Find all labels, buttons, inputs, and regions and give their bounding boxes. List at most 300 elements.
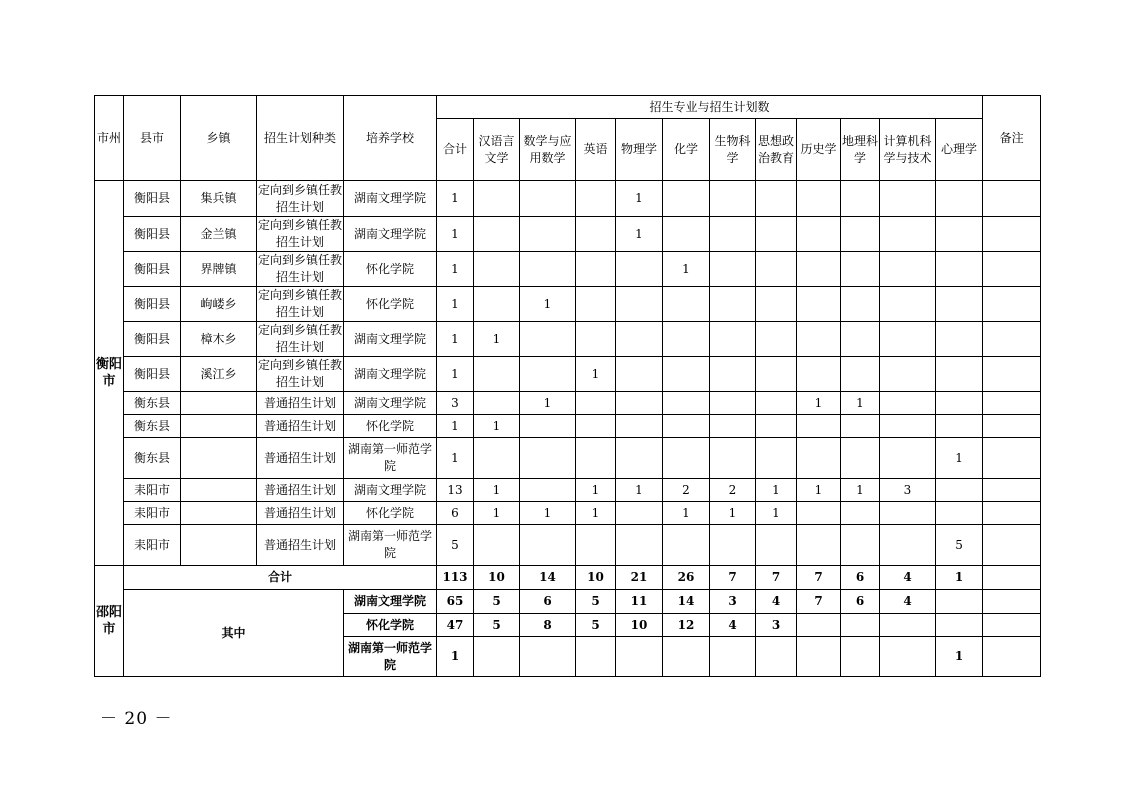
remarks-cell <box>983 479 1041 502</box>
remarks-cell <box>983 614 1041 637</box>
header-major: 物理学 <box>616 119 663 181</box>
value-cell: 4 <box>756 590 797 614</box>
value-cell <box>663 322 710 357</box>
table-row <box>95 181 1041 217</box>
value-cell <box>797 217 841 252</box>
value-cell: 1 <box>936 637 983 677</box>
table-row <box>95 252 1041 287</box>
value-cell: 1 <box>437 287 474 322</box>
total-value-cell: 4 <box>880 566 936 590</box>
value-cell: 1 <box>437 357 474 392</box>
value-cell: 6 <box>520 590 576 614</box>
value-cell <box>663 287 710 322</box>
total-label: 合计 <box>124 566 437 590</box>
plan-type-cell: 普通招生计划 <box>257 479 344 502</box>
value-cell <box>616 525 663 566</box>
total-value-cell: 113 <box>437 566 474 590</box>
value-cell <box>520 415 576 438</box>
header-major: 历史学 <box>797 119 841 181</box>
school-cell: 湖南文理学院 <box>344 181 437 217</box>
value-cell <box>797 287 841 322</box>
header-major: 化学 <box>663 119 710 181</box>
value-cell: 5 <box>474 614 520 637</box>
value-cell <box>663 217 710 252</box>
total-value-cell: 6 <box>841 566 880 590</box>
school-cell: 怀化学院 <box>344 614 437 637</box>
value-cell <box>474 637 520 677</box>
plan-type-cell: 定向到乡镇任教招生计划 <box>257 181 344 217</box>
town-cell <box>181 415 257 438</box>
school-cell: 湖南文理学院 <box>344 322 437 357</box>
value-cell <box>710 252 756 287</box>
table-row <box>95 322 1041 357</box>
value-cell <box>936 181 983 217</box>
value-cell: 1 <box>616 217 663 252</box>
county-cell: 衡阳县 <box>124 322 181 357</box>
table-row <box>95 392 1041 415</box>
value-cell: 13 <box>437 479 474 502</box>
value-cell <box>936 252 983 287</box>
plan-type-cell: 普通招生计划 <box>257 438 344 479</box>
value-cell: 1 <box>616 479 663 502</box>
value-cell: 1 <box>756 479 797 502</box>
plan-type-cell: 普通招生计划 <box>257 392 344 415</box>
value-cell <box>663 181 710 217</box>
value-cell <box>880 322 936 357</box>
total-value-cell: 10 <box>474 566 520 590</box>
value-cell <box>756 217 797 252</box>
header-major: 地理科学 <box>841 119 880 181</box>
value-cell: 6 <box>841 590 880 614</box>
value-cell <box>880 217 936 252</box>
total-value-cell: 7 <box>756 566 797 590</box>
value-cell <box>756 287 797 322</box>
header-major: 英语 <box>576 119 616 181</box>
table-row <box>95 502 1041 525</box>
value-cell <box>880 502 936 525</box>
value-cell <box>616 415 663 438</box>
value-cell <box>841 525 880 566</box>
school-cell: 怀化学院 <box>344 415 437 438</box>
school-cell: 怀化学院 <box>344 502 437 525</box>
value-cell <box>797 614 841 637</box>
total-value-cell: 7 <box>797 566 841 590</box>
town-cell: 溪江乡 <box>181 357 257 392</box>
value-cell <box>841 614 880 637</box>
total-row <box>95 566 1041 590</box>
plan-type-cell: 定向到乡镇任教招生计划 <box>257 287 344 322</box>
value-cell <box>520 637 576 677</box>
header-major: 汉语言文学 <box>474 119 520 181</box>
value-cell <box>880 252 936 287</box>
header-major: 生物科学 <box>710 119 756 181</box>
school-cell: 湖南第一师范学院 <box>344 438 437 479</box>
value-cell: 1 <box>576 502 616 525</box>
value-cell: 1 <box>474 415 520 438</box>
header-plan-type: 招生计划种类 <box>257 96 344 181</box>
county-cell: 耒阳市 <box>124 502 181 525</box>
value-cell <box>756 637 797 677</box>
value-cell <box>474 252 520 287</box>
value-cell: 65 <box>437 590 474 614</box>
value-cell: 1 <box>520 392 576 415</box>
value-cell <box>576 392 616 415</box>
value-cell: 1 <box>520 287 576 322</box>
value-cell <box>474 525 520 566</box>
value-cell <box>841 637 880 677</box>
remarks-cell <box>983 392 1041 415</box>
value-cell <box>841 415 880 438</box>
value-cell: 1 <box>474 479 520 502</box>
value-cell: 3 <box>880 479 936 502</box>
value-cell <box>797 415 841 438</box>
remarks-cell <box>983 590 1041 614</box>
town-cell <box>181 438 257 479</box>
value-cell <box>841 502 880 525</box>
value-cell <box>841 438 880 479</box>
value-cell <box>797 322 841 357</box>
value-cell <box>576 637 616 677</box>
value-cell <box>663 415 710 438</box>
value-cell <box>756 357 797 392</box>
header-city: 市州 <box>95 96 124 181</box>
header-major: 思想政治教育 <box>756 119 797 181</box>
value-cell <box>880 357 936 392</box>
value-cell <box>797 637 841 677</box>
value-cell <box>663 525 710 566</box>
total-value-cell: 10 <box>576 566 616 590</box>
value-cell <box>474 181 520 217</box>
value-cell: 1 <box>936 438 983 479</box>
value-cell <box>936 479 983 502</box>
header-school: 培养学校 <box>344 96 437 181</box>
remarks-cell <box>983 357 1041 392</box>
value-cell: 1 <box>797 479 841 502</box>
value-cell <box>710 438 756 479</box>
header-county: 县市 <box>124 96 181 181</box>
value-cell: 3 <box>437 392 474 415</box>
remarks-cell <box>983 415 1041 438</box>
value-cell: 1 <box>576 479 616 502</box>
value-cell: 1 <box>841 479 880 502</box>
value-cell <box>797 181 841 217</box>
value-cell <box>797 252 841 287</box>
value-cell <box>576 217 616 252</box>
value-cell <box>663 438 710 479</box>
value-cell: 1 <box>474 502 520 525</box>
value-cell <box>756 252 797 287</box>
value-cell <box>474 357 520 392</box>
value-cell <box>616 438 663 479</box>
remarks-cell <box>983 637 1041 677</box>
value-cell <box>936 415 983 438</box>
value-cell <box>474 287 520 322</box>
header-major: 心理学 <box>936 119 983 181</box>
value-cell <box>576 438 616 479</box>
value-cell <box>797 438 841 479</box>
plan-type-cell: 定向到乡镇任教招生计划 <box>257 217 344 252</box>
town-cell: 樟木乡 <box>181 322 257 357</box>
value-cell <box>616 252 663 287</box>
header-major: 合计 <box>437 119 474 181</box>
value-cell <box>710 357 756 392</box>
school-cell: 湖南文理学院 <box>344 590 437 614</box>
value-cell <box>710 181 756 217</box>
town-cell <box>181 479 257 502</box>
value-cell: 1 <box>663 252 710 287</box>
value-cell: 1 <box>437 438 474 479</box>
value-cell <box>841 181 880 217</box>
city-label: 衡阳市 <box>95 357 122 389</box>
among-label: 其中 <box>124 590 344 677</box>
value-cell <box>841 357 880 392</box>
value-cell <box>520 322 576 357</box>
value-cell <box>756 181 797 217</box>
value-cell: 4 <box>880 590 936 614</box>
header-major: 计算机科学与技术 <box>880 119 936 181</box>
table-row <box>95 479 1041 502</box>
value-cell: 12 <box>663 614 710 637</box>
value-cell <box>936 322 983 357</box>
value-cell: 6 <box>437 502 474 525</box>
city-label: 邵阳市 <box>95 605 122 637</box>
value-cell: 1 <box>663 502 710 525</box>
value-cell: 4 <box>710 614 756 637</box>
value-cell <box>616 502 663 525</box>
remarks-cell <box>983 252 1041 287</box>
value-cell <box>616 287 663 322</box>
value-cell <box>616 322 663 357</box>
table-row <box>95 217 1041 252</box>
value-cell: 1 <box>841 392 880 415</box>
plan-type-cell: 定向到乡镇任教招生计划 <box>257 252 344 287</box>
value-cell: 5 <box>474 590 520 614</box>
county-cell: 衡东县 <box>124 392 181 415</box>
value-cell <box>663 357 710 392</box>
value-cell <box>797 357 841 392</box>
header-town: 乡镇 <box>181 96 257 181</box>
plan-type-cell: 定向到乡镇任教招生计划 <box>257 322 344 357</box>
value-cell: 14 <box>663 590 710 614</box>
table-row <box>95 415 1041 438</box>
table-row <box>95 357 1041 392</box>
remarks-cell <box>983 438 1041 479</box>
value-cell <box>756 322 797 357</box>
value-cell <box>880 392 936 415</box>
value-cell: 2 <box>710 479 756 502</box>
county-cell: 耒阳市 <box>124 479 181 502</box>
plan-type-cell: 普通招生计划 <box>257 525 344 566</box>
town-cell: 集兵镇 <box>181 181 257 217</box>
subtotal-row <box>95 590 1041 614</box>
value-cell <box>474 438 520 479</box>
value-cell <box>710 415 756 438</box>
value-cell <box>576 252 616 287</box>
value-cell: 1 <box>710 502 756 525</box>
value-cell: 1 <box>797 392 841 415</box>
value-cell <box>520 479 576 502</box>
value-cell: 8 <box>520 614 576 637</box>
city-cell <box>95 566 124 677</box>
header-major: 数学与应用数学 <box>520 119 576 181</box>
value-cell <box>936 287 983 322</box>
town-cell <box>181 392 257 415</box>
county-cell: 衡东县 <box>124 415 181 438</box>
total-value-cell: 26 <box>663 566 710 590</box>
value-cell: 47 <box>437 614 474 637</box>
value-cell: 5 <box>936 525 983 566</box>
value-cell <box>756 392 797 415</box>
value-cell <box>880 525 936 566</box>
school-cell: 湖南文理学院 <box>344 357 437 392</box>
value-cell: 1 <box>474 322 520 357</box>
value-cell <box>756 525 797 566</box>
total-value-cell: 21 <box>616 566 663 590</box>
value-cell <box>710 392 756 415</box>
value-cell: 1 <box>437 637 474 677</box>
value-cell: 11 <box>616 590 663 614</box>
value-cell <box>520 252 576 287</box>
county-cell: 衡阳县 <box>124 217 181 252</box>
value-cell <box>841 217 880 252</box>
value-cell <box>841 287 880 322</box>
town-cell: 金兰镇 <box>181 217 257 252</box>
value-cell: 7 <box>797 590 841 614</box>
value-cell: 1 <box>437 217 474 252</box>
value-cell <box>936 614 983 637</box>
value-cell <box>936 502 983 525</box>
value-cell <box>710 637 756 677</box>
value-cell <box>841 322 880 357</box>
total-value-cell: 1 <box>936 566 983 590</box>
remarks-cell <box>983 322 1041 357</box>
table-row <box>95 525 1041 566</box>
value-cell <box>616 357 663 392</box>
table-row <box>95 287 1041 322</box>
value-cell: 3 <box>756 614 797 637</box>
value-cell: 3 <box>710 590 756 614</box>
city-cell <box>95 181 124 566</box>
page-number: － 20 － <box>100 709 173 729</box>
value-cell <box>520 357 576 392</box>
remarks-cell <box>983 217 1041 252</box>
plan-type-cell: 定向到乡镇任教招生计划 <box>257 357 344 392</box>
value-cell: 10 <box>616 614 663 637</box>
value-cell <box>474 392 520 415</box>
value-cell <box>880 415 936 438</box>
value-cell <box>880 287 936 322</box>
value-cell <box>474 217 520 252</box>
value-cell <box>616 637 663 677</box>
value-cell <box>710 217 756 252</box>
town-cell: 岣嵝乡 <box>181 287 257 322</box>
county-cell: 衡阳县 <box>124 252 181 287</box>
value-cell: 1 <box>616 181 663 217</box>
value-cell <box>880 637 936 677</box>
value-cell <box>520 217 576 252</box>
value-cell <box>710 322 756 357</box>
school-cell: 湖南文理学院 <box>344 392 437 415</box>
school-cell: 湖南文理学院 <box>344 217 437 252</box>
value-cell: 1 <box>437 415 474 438</box>
value-cell <box>710 525 756 566</box>
value-cell: 1 <box>437 181 474 217</box>
value-cell <box>880 181 936 217</box>
value-cell <box>576 415 616 438</box>
value-cell <box>841 252 880 287</box>
remarks-cell <box>983 525 1041 566</box>
county-cell: 衡阳县 <box>124 357 181 392</box>
value-cell <box>756 438 797 479</box>
value-cell <box>576 322 616 357</box>
total-value-cell: 7 <box>710 566 756 590</box>
table-row <box>95 438 1041 479</box>
value-cell: 1 <box>437 322 474 357</box>
value-cell <box>663 637 710 677</box>
value-cell <box>710 287 756 322</box>
county-cell: 衡阳县 <box>124 181 181 217</box>
total-value-cell: 14 <box>520 566 576 590</box>
county-cell: 衡东县 <box>124 438 181 479</box>
value-cell: 2 <box>663 479 710 502</box>
value-cell <box>520 181 576 217</box>
value-cell <box>936 590 983 614</box>
school-cell: 湖南文理学院 <box>344 479 437 502</box>
school-cell: 湖南第一师范学院 <box>344 525 437 566</box>
value-cell: 1 <box>520 502 576 525</box>
town-cell: 界牌镇 <box>181 252 257 287</box>
value-cell: 1 <box>576 357 616 392</box>
town-cell <box>181 502 257 525</box>
plan-type-cell: 普通招生计划 <box>257 502 344 525</box>
value-cell <box>936 357 983 392</box>
value-cell <box>880 438 936 479</box>
remarks-cell <box>983 287 1041 322</box>
value-cell: 1 <box>437 252 474 287</box>
county-cell: 耒阳市 <box>124 525 181 566</box>
value-cell <box>520 438 576 479</box>
header-remarks: 备注 <box>983 96 1041 181</box>
school-cell: 怀化学院 <box>344 252 437 287</box>
remarks-cell <box>983 181 1041 217</box>
value-cell <box>616 392 663 415</box>
remarks-cell <box>983 502 1041 525</box>
plan-type-cell: 普通招生计划 <box>257 415 344 438</box>
value-cell <box>576 181 616 217</box>
value-cell: 5 <box>437 525 474 566</box>
remarks-cell <box>983 566 1041 590</box>
value-cell <box>936 392 983 415</box>
value-cell <box>576 525 616 566</box>
town-cell <box>181 525 257 566</box>
value-cell: 5 <box>576 590 616 614</box>
enrollment-plan-table <box>94 95 1041 677</box>
school-cell: 湖南第一师范学院 <box>344 637 437 677</box>
value-cell: 1 <box>756 502 797 525</box>
value-cell <box>756 415 797 438</box>
school-cell: 怀化学院 <box>344 287 437 322</box>
value-cell <box>880 614 936 637</box>
value-cell <box>520 525 576 566</box>
value-cell <box>576 287 616 322</box>
value-cell <box>797 525 841 566</box>
header-majors-group: 招生专业与招生计划数 <box>437 96 983 119</box>
value-cell <box>797 502 841 525</box>
county-cell: 衡阳县 <box>124 287 181 322</box>
value-cell <box>663 392 710 415</box>
value-cell: 5 <box>576 614 616 637</box>
value-cell <box>936 217 983 252</box>
